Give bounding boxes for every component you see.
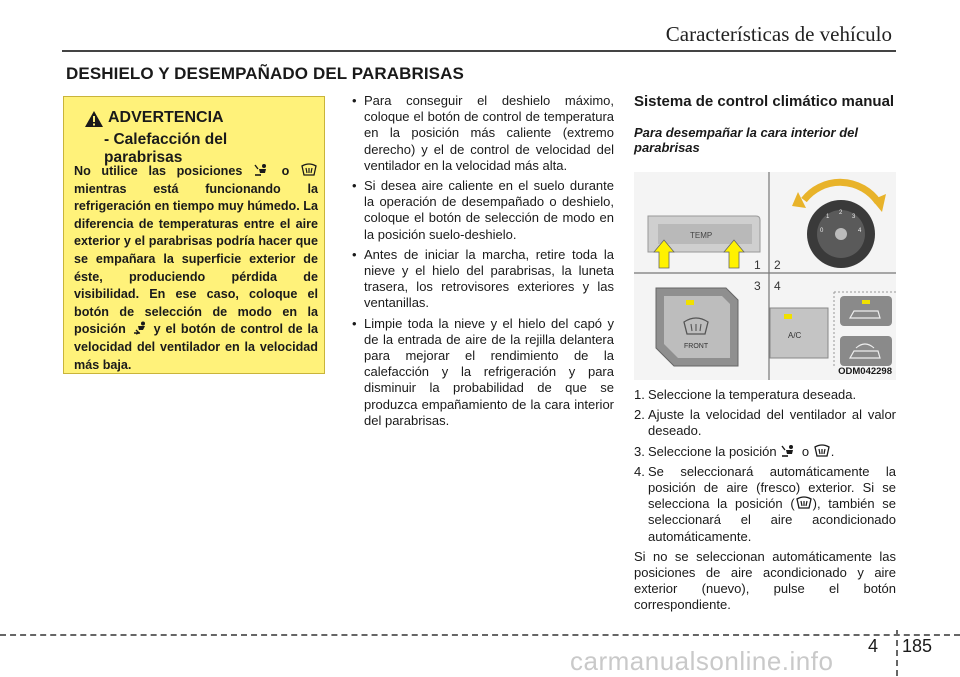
temp-label: TEMP [690, 231, 713, 240]
warning-text-2: mientras está funcionando la refrigeración en tiempo muy húmedo. La diferencia de temperaturas entre el aire exterior y el parabrisas podría hacer que se empañara la superficie exterior de éste, produciendo pérdida de visibilidad. En ese caso, coloque el botón de selección de modo en la posición [74, 181, 318, 337]
warning-subtitle: - Calefacción del parabrisas [104, 131, 228, 166]
quadrant-label: 2 [774, 258, 781, 272]
warning-body [74, 163, 318, 374]
step-text: . [830, 443, 835, 459]
tips-column [350, 93, 614, 433]
climate-control-figure [634, 172, 896, 380]
list-item-text: Para conseguir el deshielo máximo, coloque el botón de control de temperatura en la posición más caliente (extremo derecho) y el de control de velocidad del ventilador en la velocidad más alta. [364, 93, 614, 173]
step-text: Ajuste la velocidad del ventilador al valor deseado. [648, 407, 896, 439]
floor-mode-icon [131, 321, 149, 335]
quadrant-label: 3 [754, 279, 761, 293]
dial-number: 1 [826, 214, 830, 220]
warning-title: ADVERTENCIA [108, 109, 224, 126]
warning-text-1: No utilice las posiciones [74, 164, 243, 178]
list-item [634, 444, 896, 460]
defrost-icon [300, 163, 318, 177]
climate-section [634, 93, 896, 155]
step-number: 4. [634, 463, 645, 479]
step-text: Seleccione la temperatura deseada. [648, 387, 857, 402]
subsection-title: Sistema de control climático manual [634, 93, 895, 110]
step-text: ), también se seleccionará el aire acondicionado automáticamente. [648, 496, 896, 544]
running-header: Características de vehículo [665, 22, 892, 46]
step-number: 2. [634, 407, 645, 423]
step-text: o [801, 443, 810, 459]
ac-label: A/C [788, 331, 802, 340]
floor-defrost-mode-icon [253, 163, 271, 177]
warning-box [63, 96, 325, 374]
warning-triangle-icon [84, 110, 104, 128]
page-number: 185 [902, 636, 933, 656]
quadrant-label: 1 [754, 258, 761, 272]
list-item: • Para conseguir el deshielo máximo, coloque el botón de control de temperatura en la posición más caliente (extremo derecho) y el de control de velocidad del ventilador en la velocidad más alta. [352, 93, 614, 173]
defrost-icon [795, 496, 813, 510]
warning-text-3: y el botón de control de la velocidad del ventilador en la velocidad más baja. [74, 322, 319, 372]
list-item [634, 387, 896, 403]
figure-code: ODM042298 [838, 366, 892, 377]
dial-number: 4 [858, 228, 862, 234]
front-label: FRONT [684, 343, 709, 350]
step-text: Seleccione la posición [648, 443, 777, 459]
step-number: 3. [634, 443, 645, 459]
control-panel-illustration [634, 172, 896, 380]
dial-number: 2 [839, 210, 843, 216]
warning-text-or: o [281, 164, 290, 178]
footer-separator [896, 630, 898, 676]
step-text: Se seleccionará automáticamente la posición de aire (fresco) exterior. Si se selecciona la posición ( [648, 463, 896, 512]
section-number: 4 [868, 636, 879, 656]
list-item-text: Antes de iniciar la marcha, retire toda la nieve y el hielo del parabrisas, la luneta trasera, los retrovisores exteriores y las ventanillas. [364, 246, 614, 311]
steps-list [634, 387, 896, 545]
list-item-text: Limpie toda la nieve y el hielo del capó y de la entrada de aire de la rejilla delantera para mejorar el rendimiento de la calefacción y la refrigeración y para disminuir la probabilidad de que se produzca empañamiento de la cara interior del parabrisas. [364, 315, 614, 428]
list-item [634, 407, 896, 439]
dial-number: 3 [852, 214, 856, 220]
list-item: • Antes de iniciar la marcha, retire toda la nieve y el hielo del parabrisas, la luneta trasera, los retrovisores exteriores y las ventanillas. [352, 246, 614, 311]
steps-section [634, 387, 896, 614]
list-item: • Limpie toda la nieve y el hielo del capó y de la entrada de aire de la rejilla delantera para mejorar el rendimiento de la calefacción y la refrigeración y para disminuir la probabilidad de que se produzca empañamiento de la cara interior del parabrisas. [352, 315, 614, 428]
dial-number: 0 [820, 228, 824, 234]
watermark: carmanualsonline.info [570, 646, 834, 676]
defrost-icon [813, 444, 831, 458]
list-item [634, 464, 896, 545]
floor-defrost-mode-icon [780, 444, 798, 458]
list-item: • Si desea aire caliente en el suelo durante la operación de desempañado o deshielo, coloque el botón de selección de modo en la posición suelo-deshielo. [352, 178, 614, 242]
list-item-text: Si desea aire caliente en el suelo durante la operación de desempañado o deshielo, coloque el botón de selección de modo en la posición suelo-deshielo. [364, 178, 614, 242]
subsection-subtitle: Para desempañar la cara interior del parabrisas [634, 125, 858, 155]
header-divider [62, 50, 896, 52]
closing-paragraph: Si no se seleccionan automáticamente las posiciones de aire acondicionado y aire exterior (nuevo), pulse el botón correspondiente. [634, 548, 896, 613]
footer-divider [0, 634, 960, 636]
step-number: 1. [634, 387, 645, 402]
tips-list [350, 93, 614, 429]
section-title: DESHIELO Y DESEMPAÑADO DEL PARABRISAS [66, 64, 464, 83]
quadrant-label: 4 [774, 279, 781, 293]
